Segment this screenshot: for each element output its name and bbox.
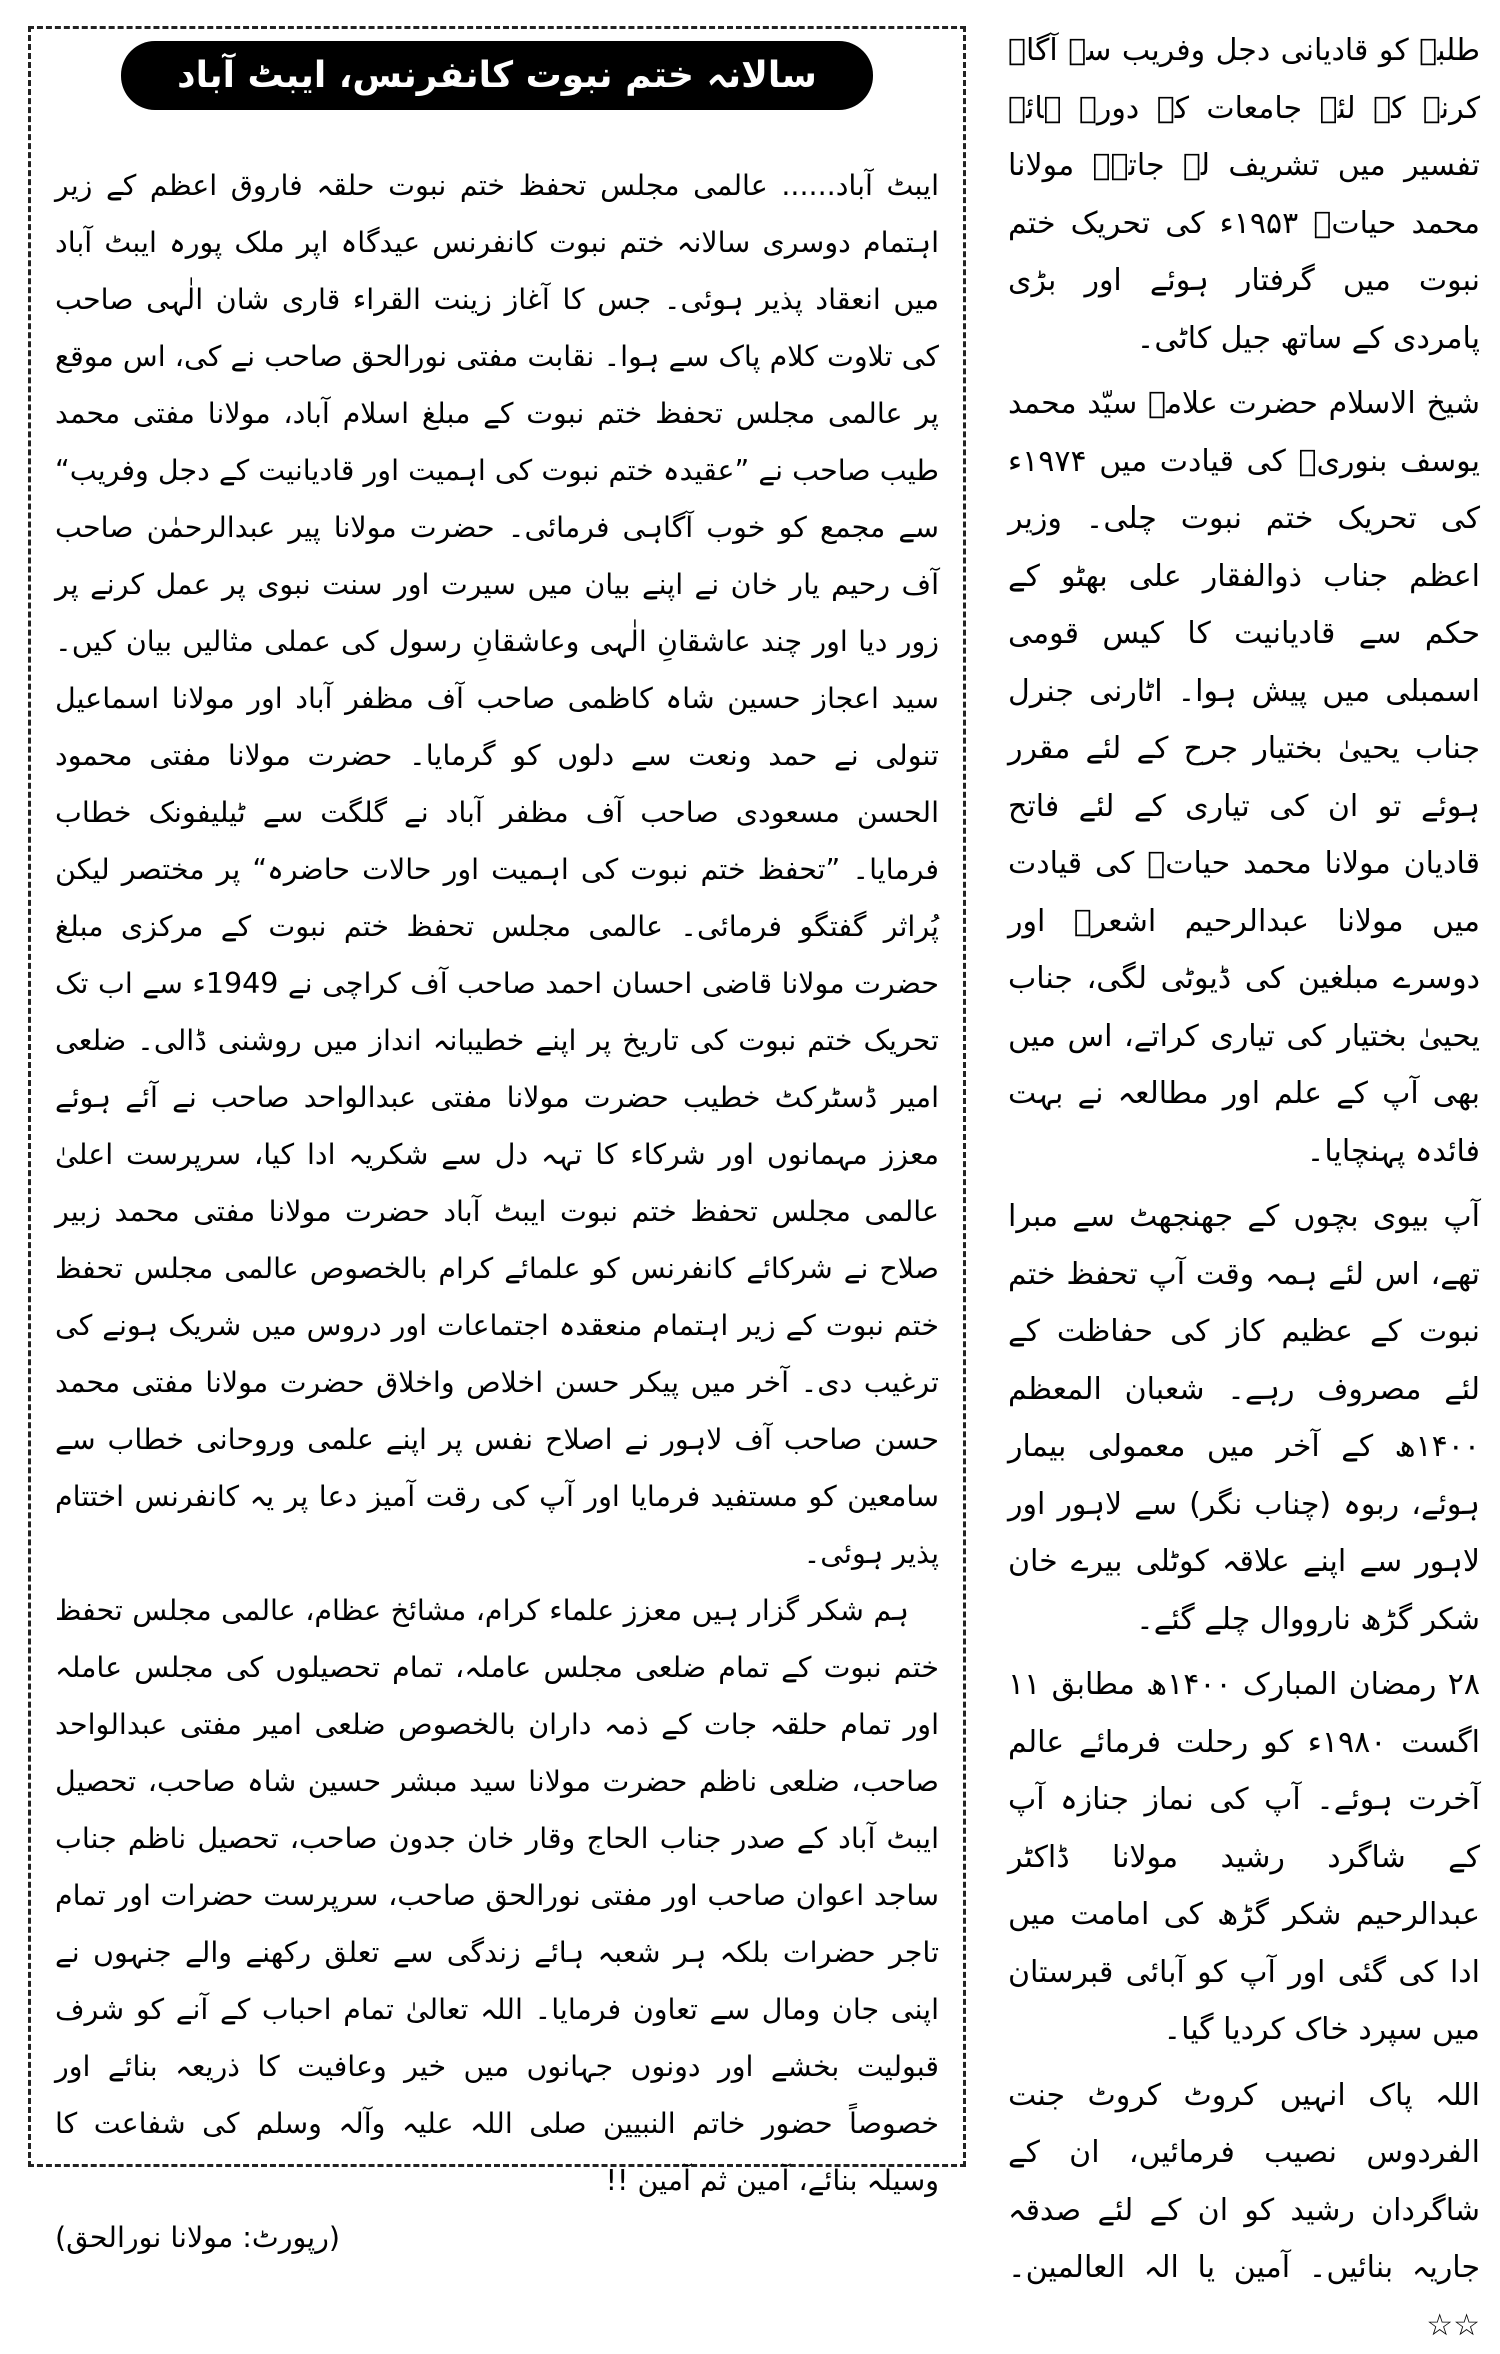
continuation-paragraph-4: ۲۸ رمضان المبارک ۱۴۰۰ھ مطابق ۱۱ اگست ۱۹۸۰ء کو رحلت فرمائے عالم آخرت ہوئے۔ آپ کی نماز جنازہ آپ کے شاگرد رشید مولانا ڈاکٹر عبدالرحیم شکر گڑھ کی امامت میں ادا کی گئی اور آپ کو آبائی قبرستان میں سپرد خاک کردیا گیا۔ <box>1008 1656 1480 2059</box>
article-body <box>55 157 939 2154</box>
article-box <box>28 26 966 2167</box>
article-headline: سالانہ ختم نبوت کانفرنس، ایبٹ آباد <box>121 41 873 110</box>
continuation-paragraph-5: اللہ پاک انہیں کروٹ کروٹ جنت الفردوس نصیب فرمائیں، ان کے شاگردان رشید کو ان کے لئے صدقہ جاریہ بنائیں۔ آمین یا الہ العالمین۔ ☆☆ <box>1008 2067 1480 2354</box>
article-signoff <box>55 2209 939 2266</box>
continuation-paragraph-3: آپ بیوی بچوں کے جھنجھٹ سے مبرا تھے، اس لئے ہمہ وقت آپ تحفظ ختم نبوت کے عظیم کاز کی حفاظت کے لئے مصروف رہے۔ شعبان المعظم ۱۴۰۰ھ کے آخر میں معمولی بیمار ہوئے، ربوہ (چناب نگر) سے لاہور اور لاہور سے اپنے علاقہ کوٹلی بیرے خان شکر گڑھ نارووال چلے گئے۔ <box>1008 1188 1480 1648</box>
headline-wrap <box>31 41 963 110</box>
article-paragraph-1: ایبٹ آباد...... عالمی مجلس تحفظ ختم نبوت حلقہ فاروق اعظم کے زیر اہتمام دوسری سالانہ ختم نبوت کانفرنس عیدگاہ اپر ملک پورہ ایبٹ آباد میں انعقاد پذیر ہوئی۔ جس کا آغاز زینت القراء قاری شان الٰہی صاحب کی تلاوت کلام پاک سے ہوا۔ نقابت مفتی نورالحق صاحب نے کی، اس موقع پر عالمی مجلس تحفظ ختم نبوت کے مبلغ اسلام آباد، مولانا مفتی محمد طیب صاحب نے ”عقیدہ ختم نبوت کی اہمیت اور قادیانیت کے دجل وفریب“ سے مجمع کو خوب آگاہی فرمائی۔ حضرت مولانا پیر عبدالرحمٰن صاحب آف رحیم یار خان نے اپنے بیان میں سیرت اور سنت نبوی پر عمل کرنے پر زور دیا اور چند عاشقانِ الٰہی وعاشقانِ رسول کی عملی مثالیں بیان کیں۔ سید اعجاز حسین شاہ کاظمی صاحب آف مظفر آباد اور مولانا اسماعیل تنولی نے حمد ونعت سے دلوں کو گرمایا۔ حضرت مولانا مفتی محمود الحسن مسعودی صاحب آف مظفر آباد نے گلگت سے ٹیلیفونک خطاب فرمایا۔ ”تحفظ ختم نبوت کی اہمیت اور حالات حاضرہ“ پر مختصر لیکن پُراثر گفتگو فرمائی۔ عالمی مجلس تحفظ ختم نبوت کے مرکزی مبلغ حضرت مولانا قاضی احسان احمد صاحب آف کراچی نے 1949ء سے اب تک تحریک ختم نبوت کی تاریخ پر اپنے خطیبانہ انداز میں روشنی ڈالی۔ ضلعی امیر ڈسٹرکٹ خطیب حضرت مولانا مفتی عبدالواحد صاحب نے آئے ہوئے معزز مہمانوں اور شرکاء کا تہہ دل سے شکریہ ادا کیا، سرپرست اعلیٰ عالمی مجلس تحفظ ختم نبوت ایبٹ آباد حضرت مولانا مفتی محمد زبیر صلاح نے شرکائے کانفرنس کو علمائے کرام بالخصوص عالمی مجلس تحفظ ختم نبوت کے زیر اہتمام منعقدہ اجتماعات اور دروس میں شریک ہونے کی ترغیب دی۔ آخر میں پیکر حسن اخلاص واخلاق حضرت مولانا مفتی محمد حسن صاحب آف لاہور نے اصلاح نفس پر اپنے علمی وروحانی خطاب سے سامعین کو مستفید فرمایا اور آپ کی رقت آمیز دعا پر یہ کانفرنس اختتام پذیر ہوئی۔ <box>55 157 939 1582</box>
article-paragraph-2: ہم شکر گزار ہیں معزز علماء کرام، مشائخ عظام، عالمی مجلس تحفظ ختم نبوت کے تمام ضلعی مجلس عاملہ، تمام تحصیلوں کی مجلس عاملہ اور تمام حلقہ جات کے ذمہ داران بالخصوص ضلعی امیر مفتی عبدالواحد صاحب، ضلعی ناظم حضرت مولانا سید مبشر حسین شاہ صاحب، تحصیل ایبٹ آباد کے صدر جناب الحاج وقار خان جدون صاحب، تحصیل ناظم جناب ساجد اعوان صاحب اور مفتی نورالحق صاحب، سرپرست حضرات اور تمام تاجر حضرات بلکہ ہر شعبہ ہائے زندگی سے تعلق رکھنے والے جنہوں نے اپنی جان ومال سے تعاون فرمایا۔ اللہ تعالیٰ تمام احباب کے آنے کو شرف قبولیت بخشے اور دونوں جہانوں میں خیر وعافیت کا ذریعہ بنائے اور خصوصاً حضور خاتم النبیین صلی اللہ علیہ وآلہ وسلم کی شفاعت کا وسیلہ بنائے، آمین ثم آمین !! <box>55 1582 939 2209</box>
continuation-column <box>1008 22 1480 2172</box>
continuation-paragraph-1: طلبہ کو قادیانی دجل وفریب سے آگاہ کرنے کے لئے جامعات کے دورہ ہائے تفسیر میں تشریف لے جاتے۔ مولانا محمد حیاتؒ ۱۹۵۳ء کی تحریک ختم نبوت میں گرفتار ہوئے اور بڑی پامردی کے ساتھ جیل کاٹی۔ <box>1008 22 1480 367</box>
reporter-credit: (رپورٹ: مولانا نورالحق) <box>55 2209 340 2266</box>
continuation-paragraph-2: شیخ الاسلام حضرت علامہ سیّد محمد یوسف بنوریؒ کی قیادت میں ۱۹۷۴ء کی تحریک ختم نبوت چلی۔ وزیر اعظم جناب ذوالفقار علی بھٹو کے حکم سے قادیانیت کا کیس قومی اسمبلی میں پیش ہوا۔ اٹارنی جنرل جناب یحییٰ بختیار جرح کے لئے مقرر ہوئے تو ان کی تیاری کے لئے فاتح قادیان مولانا محمد حیاتؒ کی قیادت میں مولانا عبدالرحیم اشعرؒ اور دوسرے مبلغین کی ڈیوٹی لگی، جناب یحییٰ بختیار کی تیاری کراتے، اس میں بھی آپ کے علم اور مطالعہ نے بہت فائدہ پہنچایا۔ <box>1008 375 1480 1180</box>
